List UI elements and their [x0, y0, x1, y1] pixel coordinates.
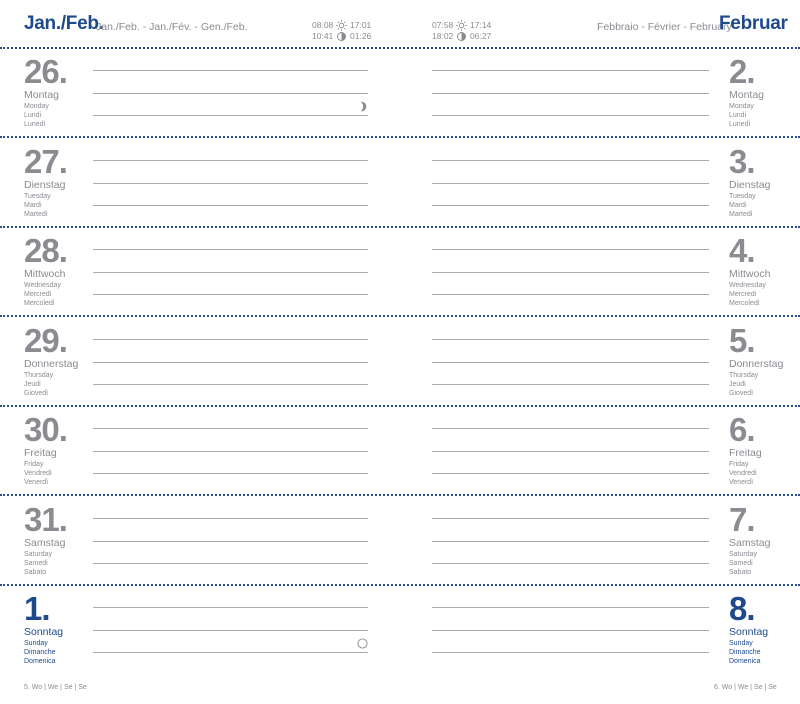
right-day-name: Donnerstag: [729, 357, 784, 370]
writing-line[interactable]: [432, 652, 709, 653]
writing-line[interactable]: [93, 160, 368, 161]
writing-line[interactable]: [432, 451, 709, 452]
day-row: [0, 586, 800, 675]
day-name-fr: Dimanche: [729, 649, 761, 656]
day-name-it: Domenica: [24, 658, 56, 665]
left-day-number: 27.: [24, 142, 67, 180]
day-name-fr: Mercredi: [729, 291, 757, 298]
day-row: [0, 318, 800, 407]
sunrise-time: 08:08: [312, 20, 334, 30]
writing-line[interactable]: [93, 563, 368, 564]
writing-line[interactable]: [432, 205, 709, 206]
right-week-footer: 6. Wo | We | Se | Se: [714, 684, 777, 691]
writing-line[interactable]: [432, 541, 709, 542]
day-name-en: Thursday: [729, 371, 759, 379]
left-day-translations: [24, 639, 56, 666]
writing-line[interactable]: [432, 518, 709, 519]
day-row: [0, 49, 800, 138]
day-name-it: Mercoledì: [729, 300, 760, 307]
day-name-fr: Vendredi: [729, 470, 757, 477]
left-day-translations: [24, 281, 61, 308]
writing-line[interactable]: [432, 93, 709, 94]
day-name-en: Saturday: [24, 550, 53, 558]
writing-line[interactable]: [93, 339, 368, 340]
writing-line[interactable]: [93, 362, 368, 363]
day-name-en: Tuesday: [24, 192, 51, 200]
left-day-number: 26.: [24, 53, 67, 90]
writing-line[interactable]: [93, 294, 368, 295]
writing-line[interactable]: [432, 630, 709, 631]
right-sun-moon-times: [432, 20, 522, 42]
day-name-it: Sabato: [24, 568, 47, 576]
day-name-en: Sunday: [24, 640, 48, 647]
writing-line[interactable]: [93, 384, 368, 385]
day-name-it: Lunedì: [729, 121, 751, 128]
left-day-translations: [24, 192, 51, 219]
writing-line[interactable]: [93, 249, 368, 250]
writing-line[interactable]: [432, 607, 709, 608]
right-day-name: Mittwoch: [729, 268, 771, 280]
right-day-translations: [729, 192, 756, 219]
day-name-en: Friday: [24, 461, 44, 468]
day-name-en: Wednesday: [729, 282, 766, 289]
spread-header: [0, 0, 800, 50]
right-day-name: Sonntag: [729, 626, 769, 638]
writing-line[interactable]: [93, 541, 368, 542]
moonrise-time: 10:41: [312, 31, 334, 41]
right-month-subtitle: Febbraio - Février - February: [597, 21, 732, 33]
left-day-name: Mittwoch: [24, 268, 66, 280]
sunset-time: 17:14: [470, 20, 492, 30]
writing-line[interactable]: [93, 630, 368, 631]
day-name-en: Friday: [729, 461, 749, 468]
day-name-fr: Jeudi: [24, 380, 41, 388]
day-name-it: Venerdì: [729, 479, 754, 486]
left-sun-moon-times: [312, 20, 402, 42]
writing-line[interactable]: [93, 518, 368, 519]
day-name-fr: Samedi: [729, 559, 753, 567]
right-day-number: 2.: [729, 53, 755, 90]
right-day-name: Dienstag: [729, 178, 771, 191]
day-row: [0, 139, 800, 228]
writing-line[interactable]: [432, 183, 709, 184]
sunset-time: 17:01: [350, 20, 372, 30]
left-day-name: Dienstag: [24, 178, 66, 191]
day-name-fr: Vendredi: [24, 470, 52, 477]
day-name-fr: Jeudi: [729, 380, 746, 388]
day-name-it: Mercoledì: [24, 300, 55, 307]
right-day-number: 6.: [729, 411, 755, 448]
right-day-name: Freitag: [729, 447, 762, 459]
writing-line[interactable]: [432, 384, 709, 385]
right-day-translations: [729, 550, 757, 577]
writing-line[interactable]: [93, 473, 368, 474]
writing-line[interactable]: [432, 249, 709, 250]
writing-line[interactable]: [432, 70, 709, 71]
right-day-number: 3.: [729, 142, 755, 180]
day-name-it: Giovedì: [24, 389, 49, 397]
writing-line[interactable]: [93, 183, 368, 184]
new-moon-icon: [357, 636, 368, 654]
left-day-number: 30.: [24, 411, 67, 448]
right-day-name: Montag: [729, 89, 765, 101]
day-row: [0, 228, 800, 317]
right-day-translations: [729, 639, 761, 666]
day-name-en: Saturday: [729, 550, 758, 558]
writing-line[interactable]: [432, 294, 709, 295]
day-name-fr: Lundi: [729, 112, 747, 119]
day-name-fr: Mardi: [729, 201, 747, 209]
day-name-en: Monday: [24, 103, 49, 110]
writing-line[interactable]: [93, 93, 368, 94]
left-day-number: 28.: [24, 232, 67, 269]
left-day-translations: [24, 460, 52, 487]
writing-line[interactable]: [93, 428, 368, 429]
day-name-en: Tuesday: [729, 192, 756, 200]
writing-line[interactable]: [432, 563, 709, 564]
left-day-translations: [24, 550, 52, 577]
day-name-fr: Lundi: [24, 112, 42, 119]
moonrise-time: 18:02: [432, 31, 454, 41]
day-name-fr: Samedi: [24, 559, 48, 567]
left-day-number: 29.: [24, 321, 67, 359]
left-day-name: Freitag: [24, 447, 57, 459]
writing-line[interactable]: [93, 272, 368, 273]
right-day-translations: [729, 281, 766, 308]
sunrise-time: 07:58: [432, 20, 454, 30]
day-name-it: Domenica: [729, 658, 761, 665]
right-day-translations: [729, 102, 754, 129]
day-row: [0, 407, 800, 496]
right-day-number: 8.: [729, 590, 755, 627]
day-name-en: Wednesday: [24, 282, 61, 289]
left-day-name: Donnerstag: [24, 357, 79, 370]
day-name-it: Giovedì: [729, 389, 754, 397]
writing-line[interactable]: [432, 428, 709, 429]
left-day-number: 1.: [24, 590, 50, 627]
day-name-en: Sunday: [729, 640, 753, 647]
writing-line[interactable]: [93, 70, 368, 71]
day-name-fr: Mercredi: [24, 291, 52, 298]
left-day-name: Montag: [24, 89, 60, 101]
left-day-translations: [24, 371, 53, 398]
left-month-title: Jan./Feb.: [24, 13, 104, 34]
writing-line[interactable]: [432, 160, 709, 161]
day-name-en: Thursday: [24, 371, 54, 379]
left-day-translations: [24, 102, 49, 129]
right-day-number: 4.: [729, 232, 755, 269]
day-row: [0, 497, 800, 586]
day-name-it: Martedì: [24, 210, 48, 218]
day-name-fr: Dimanche: [24, 649, 56, 656]
writing-line[interactable]: [432, 339, 709, 340]
right-day-number: 7.: [729, 500, 755, 538]
writing-line[interactable]: [432, 473, 709, 474]
day-name-it: Martedì: [729, 210, 753, 218]
day-name-fr: Mardi: [24, 201, 42, 209]
day-name-it: Lunedì: [24, 121, 46, 128]
moonset-time: 06:27: [470, 31, 492, 41]
left-day-name: Samstag: [24, 536, 66, 549]
writing-line[interactable]: [93, 607, 368, 608]
writing-line[interactable]: [93, 451, 368, 452]
moonset-time: 01:26: [350, 31, 372, 41]
writing-line[interactable]: [432, 272, 709, 273]
right-month-title: Februar: [719, 13, 788, 34]
last-quarter-moon-icon: [357, 99, 368, 117]
day-name-en: Monday: [729, 103, 754, 110]
right-day-name: Samstag: [729, 536, 771, 549]
writing-line[interactable]: [432, 362, 709, 363]
day-name-it: Venerdì: [24, 479, 49, 486]
right-day-translations: [729, 371, 758, 398]
writing-line[interactable]: [93, 115, 368, 116]
left-day-name: Sonntag: [24, 626, 64, 638]
left-week-footer: 5. Wo | We | Se | Se: [24, 684, 87, 691]
moon-icon: [456, 31, 467, 45]
day-name-it: Sabato: [729, 568, 752, 576]
writing-line[interactable]: [93, 652, 368, 653]
moon-icon: [336, 31, 347, 45]
left-month-subtitle: Jan./Feb. - Jan./Fév. - Gen./Feb.: [96, 21, 248, 33]
left-day-number: 31.: [24, 500, 67, 538]
right-day-translations: [729, 460, 757, 487]
right-day-number: 5.: [729, 321, 755, 359]
writing-line[interactable]: [93, 205, 368, 206]
writing-line[interactable]: [432, 115, 709, 116]
